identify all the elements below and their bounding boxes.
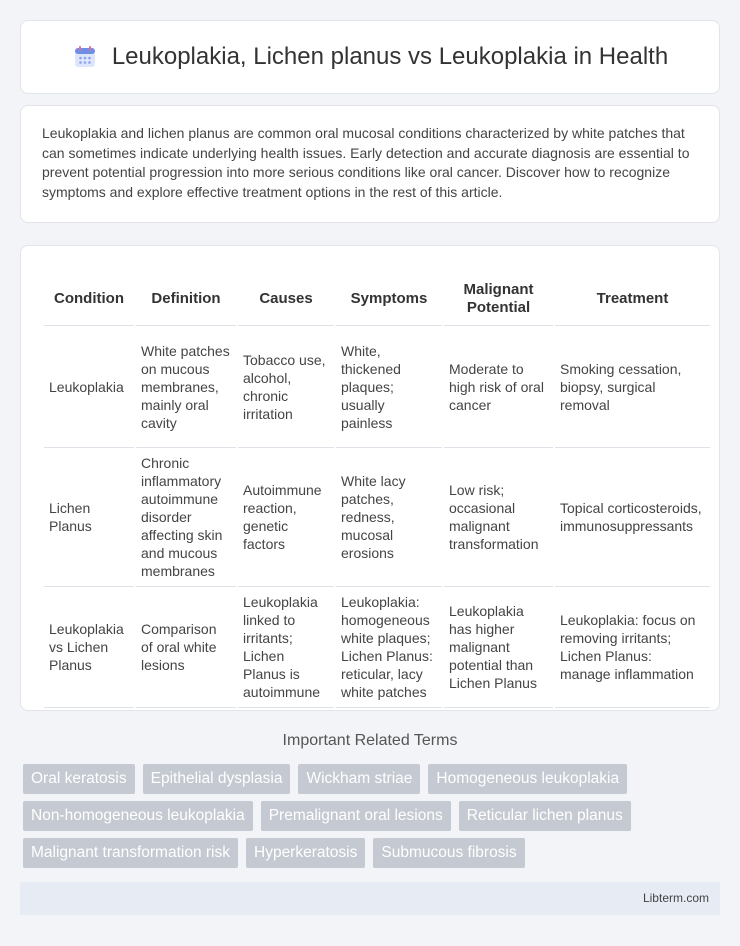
tag-wickham-striae[interactable]: Wickham striae bbox=[298, 764, 420, 794]
header-causes: Causes bbox=[238, 264, 334, 326]
intro-text: Leukoplakia and lichen planus are common oral mucosal conditions characterized by white patches that can sometimes indicate underlying health issues. Early detection and accurate diagnosis are essential to prevent potential progression into more serious conditions like oral cancer. Discover how to recognize symptoms and explore effective treatment options in the rest of this article. bbox=[42, 125, 690, 200]
table-cell: Leukoplakia: homogeneous white plaques; Lichen Planus: reticular, lacy white patches bbox=[336, 587, 442, 708]
tag-reticular-lichen-planus[interactable]: Reticular lichen planus bbox=[459, 801, 631, 831]
footer bbox=[20, 882, 720, 915]
table-card bbox=[20, 245, 720, 711]
table-cell: Tobacco use, alcohol, chronic irritation bbox=[238, 326, 334, 448]
intro-card bbox=[20, 105, 720, 223]
page-title: Leukoplakia, Lichen planus vs Leukoplakia in Health bbox=[111, 43, 669, 70]
table-cell: Low risk; occasional malignant transformation bbox=[444, 448, 553, 587]
header-card bbox=[20, 20, 720, 94]
header-treatment: Treatment bbox=[555, 264, 710, 326]
header-symptoms: Symptoms bbox=[336, 264, 442, 326]
table-cell: Comparison of oral white lesions bbox=[136, 587, 236, 708]
tag-premalignant-oral-lesions[interactable]: Premalignant oral lesions bbox=[261, 801, 451, 831]
table-cell: White, thickened plaques; usually painless bbox=[336, 326, 442, 448]
table-row bbox=[44, 326, 710, 448]
header-malignant-potential: Malignant Potential bbox=[444, 264, 553, 326]
tag-epithelial-dysplasia[interactable]: Epithelial dysplasia bbox=[143, 764, 291, 794]
table-header-row bbox=[44, 264, 710, 326]
table-row bbox=[44, 448, 710, 587]
table-cell: Chronic inflammatory autoimmune disorder affecting skin and mucous membranes bbox=[136, 448, 236, 587]
table-cell: Leukoplakia linked to irritants; Lichen Planus is autoimmune bbox=[238, 587, 334, 708]
comparison-table bbox=[42, 264, 712, 708]
calendar-icon bbox=[72, 44, 98, 70]
table-cell: Leukoplakia vs Lichen Planus bbox=[44, 587, 134, 708]
table-cell: Topical corticosteroids, immunosuppressants bbox=[555, 448, 710, 587]
tag-row bbox=[23, 838, 723, 868]
tag-row bbox=[23, 764, 723, 794]
table-cell: Leukoplakia: focus on removing irritants; Lichen Planus: manage inflammation bbox=[555, 587, 710, 708]
table-cell: Autoimmune reaction, genetic factors bbox=[238, 448, 334, 587]
table-cell: White patches on mucous membranes, mainly oral cavity bbox=[136, 326, 236, 448]
tag-row bbox=[23, 801, 723, 831]
table-cell: Smoking cessation, biopsy, surgical removal bbox=[555, 326, 710, 448]
table-row bbox=[44, 587, 710, 708]
table-cell: Leukoplakia bbox=[44, 326, 134, 448]
table-cell: Lichen Planus bbox=[44, 448, 134, 587]
tag-non-homogeneous-leukoplakia[interactable]: Non-homogeneous leukoplakia bbox=[23, 801, 253, 831]
tag-malignant-transformation-risk[interactable]: Malignant transformation risk bbox=[23, 838, 238, 868]
tag-hyperkeratosis[interactable]: Hyperkeratosis bbox=[246, 838, 365, 868]
related-terms-title: Important Related Terms bbox=[282, 732, 458, 749]
header-definition: Definition bbox=[136, 264, 236, 326]
header-condition: Condition bbox=[44, 264, 134, 326]
footer-site-link[interactable]: Libterm.com bbox=[642, 891, 709, 905]
tag-homogeneous-leukoplakia[interactable]: Homogeneous leukoplakia bbox=[428, 764, 627, 794]
table-cell: Moderate to high risk of oral cancer bbox=[444, 326, 553, 448]
table-cell: Leukoplakia has higher malignant potential than Lichen Planus bbox=[444, 587, 553, 708]
related-terms-tags bbox=[23, 764, 723, 875]
tag-submucous-fibrosis[interactable]: Submucous fibrosis bbox=[373, 838, 524, 868]
tag-oral-keratosis[interactable]: Oral keratosis bbox=[23, 764, 135, 794]
table-cell: White lacy patches, redness, mucosal erosions bbox=[336, 448, 442, 587]
